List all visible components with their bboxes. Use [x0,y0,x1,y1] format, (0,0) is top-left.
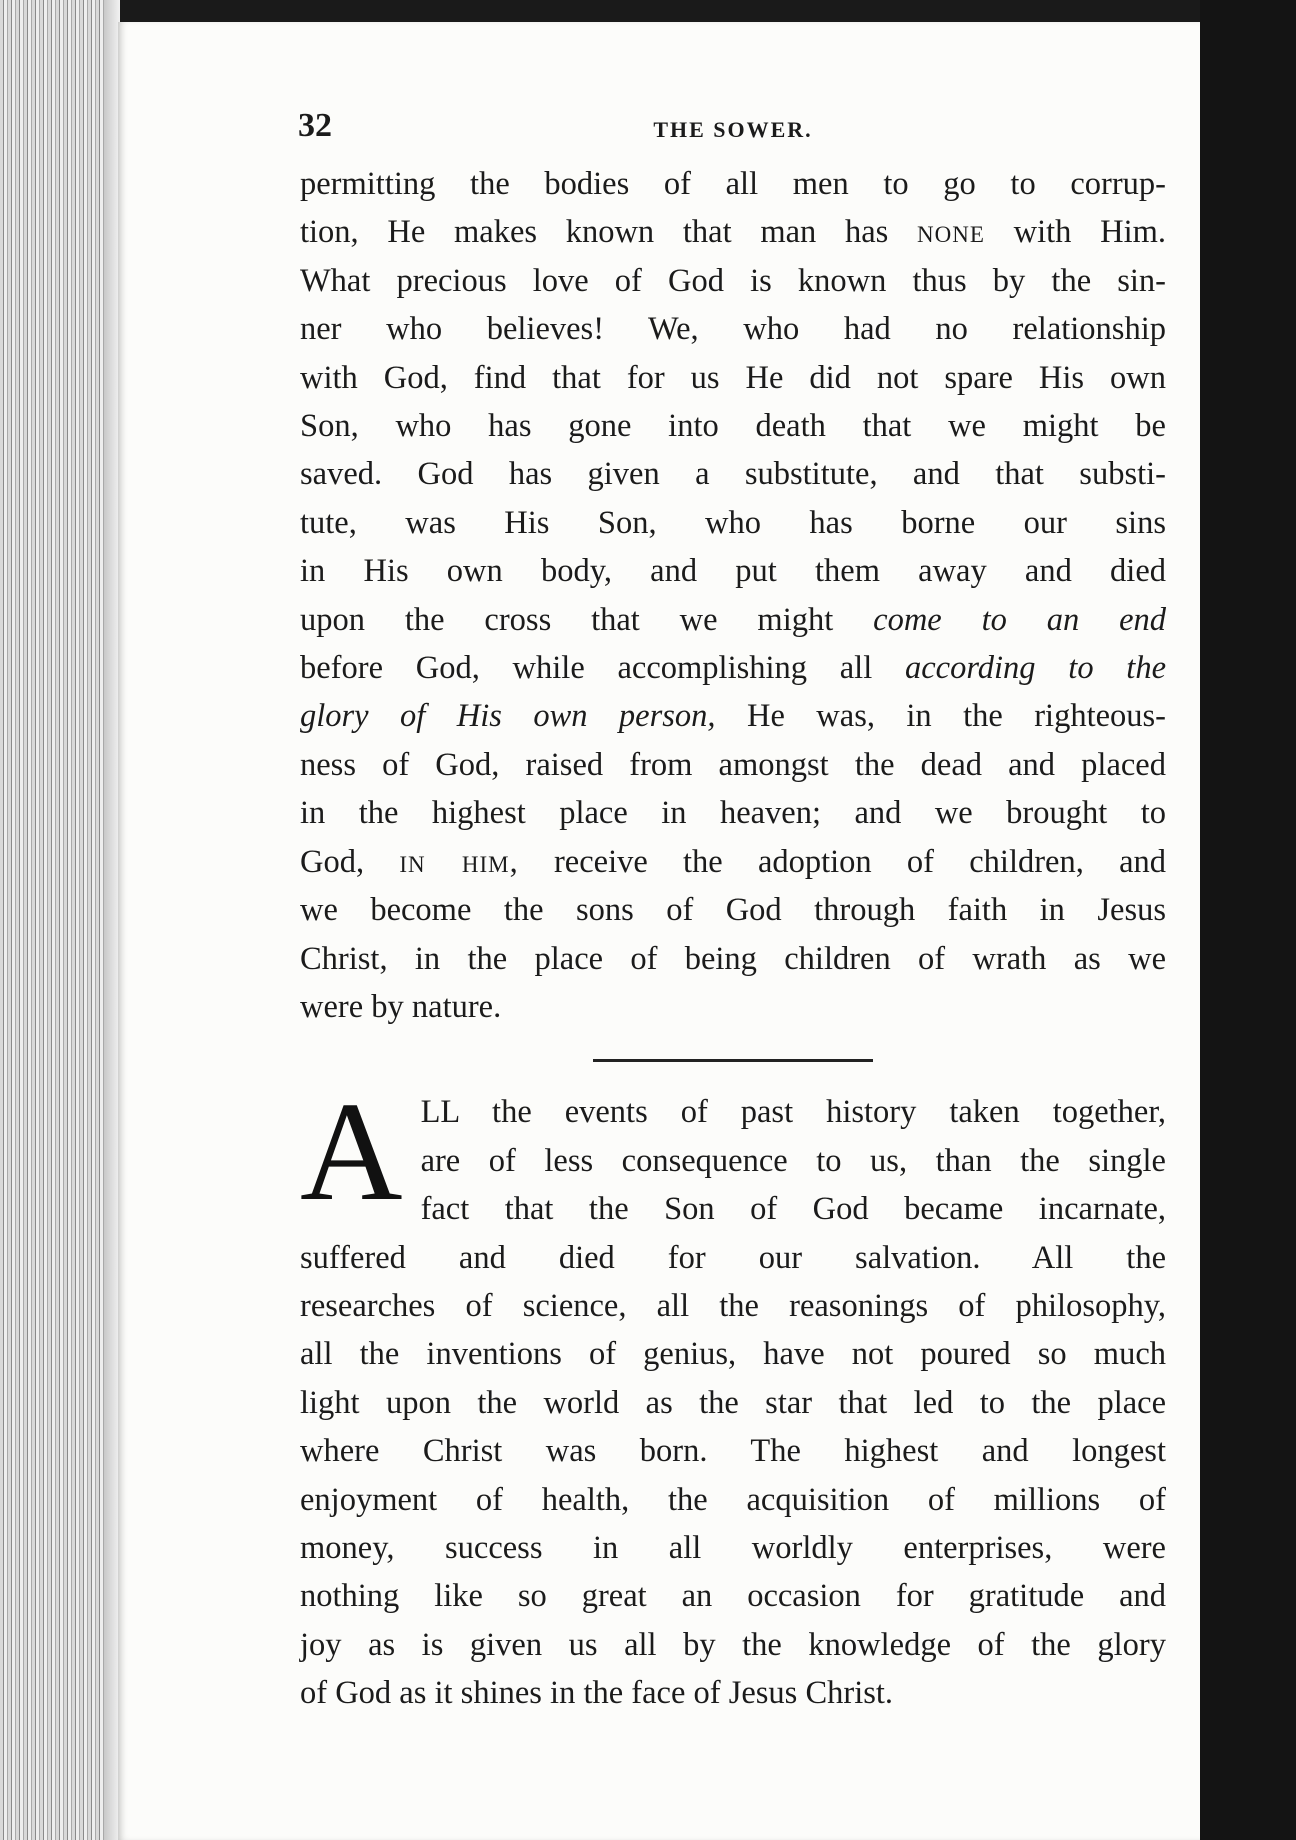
text-line: tute, was His Son, who has borne our sins [300,504,1166,541]
text-line: are of less consequence to us, than the single [420,1142,1166,1179]
text-line: Son, who has gone into death that we might be [300,408,1166,445]
text-line: ner who believes! We, who had no relationship [300,311,1166,348]
text-line: Christ, in the place of being children of wrath as we [300,940,1166,977]
page-number: 32 [298,107,332,144]
text-line [300,208,1166,256]
text-line: all the inventions of genius, have not poured so much [300,1336,1166,1373]
text-line: in His own body, and put them away and died [300,553,1166,590]
text-line [300,644,1166,692]
scan-background-right [1200,0,1296,1840]
text-line [300,692,1166,740]
italic-phrase: according to the [904,650,1166,687]
page-text-block [300,100,1166,1718]
text-run: with Him. [984,214,1166,251]
text-line: researches of science, all the reasonings of philosophy, [300,1287,1166,1324]
text-line: What precious love of God is known thus by the sin- [300,262,1166,299]
text-line: with God, find that for us He did not spare His own [300,359,1166,396]
text-run: tion, He makes known that man has [300,214,889,251]
text-line: ness of God, raised from amongst the dead and placed [300,746,1166,783]
text-line: money, success in all worldly enterprises, were [300,1529,1166,1566]
text-run: receive the adoption of children, and [553,843,1167,880]
paragraph-2 [300,1072,1166,1717]
section-divider [593,1059,873,1062]
text-line [300,596,1166,644]
text-line: LL the events of past history taken together, [420,1094,1166,1131]
small-caps-none: none [917,214,985,251]
text-line: permitting the bodies of all men to go to corrup- [300,166,1166,202]
small-caps-in-him: in him, [399,843,519,880]
paragraph-1 [300,160,1166,1031]
text-line: we become the sons of God through faith in Jesus [300,892,1166,929]
text-line: enjoyment of health, the acquisition of millions of [300,1481,1166,1518]
scan-background-top [80,0,1220,22]
text-run: upon the cross that we might [300,601,834,638]
text-run: God, [300,843,365,880]
text-line: of God as it shines in the face of Jesus Christ. [300,1675,894,1712]
text-line: light upon the world as the star that led to the place [300,1384,1166,1421]
italic-phrase: glory of His own person, [300,698,716,735]
text-line [300,838,1166,886]
text-line: joy as is given us all by the knowledge of the glory [300,1626,1166,1663]
text-line: in the highest place in heaven; and we brought to [300,795,1166,832]
italic-phrase: come to an end [873,601,1167,638]
text-run: before God, while accomplishing all [300,650,873,687]
running-head [300,100,1166,160]
text-line: were by nature. [300,988,502,1025]
text-line: fact that the Son of God became incarnate, [420,1191,1166,1228]
text-line: saved. God has given a substitute, and that substi- [300,456,1166,493]
text-run: He was, in the righteous- [746,698,1167,735]
text-line: suffered and died for our salvation. All the [300,1239,1166,1276]
book-page-edges [0,0,120,1840]
text-line: where Christ was born. The highest and longest [300,1433,1166,1470]
drop-cap-letter: A [300,1072,403,1231]
running-title: THE SOWER. [653,117,813,142]
text-line: nothing like so great an occasion for gratitude and [300,1578,1166,1615]
